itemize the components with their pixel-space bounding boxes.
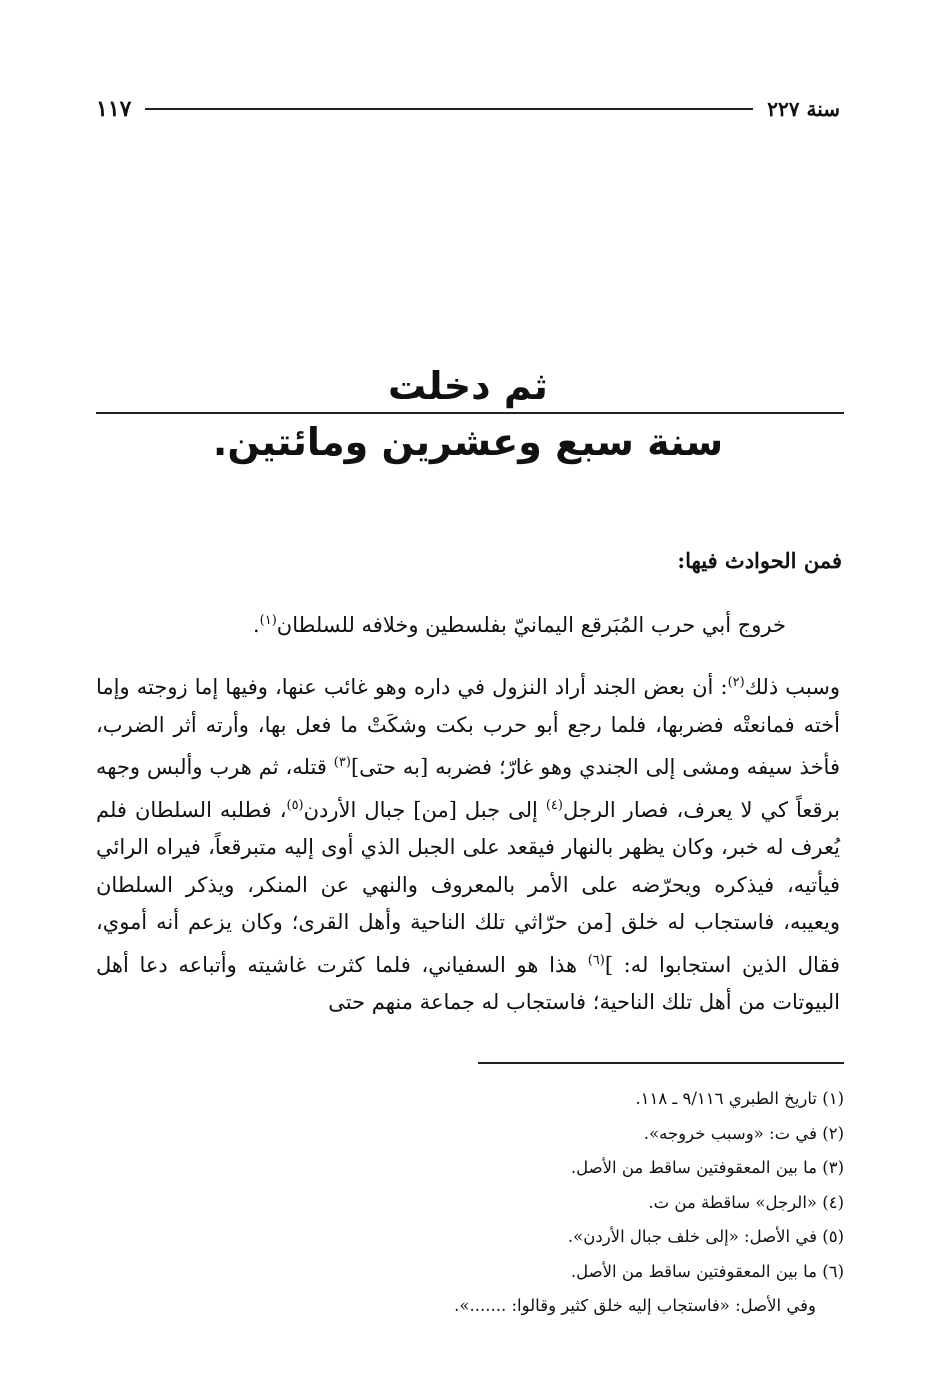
header-rule [145, 108, 753, 110]
paragraph-2-part6: هذا هو السفياني، فلما كثرت غاشيته وأتباعه دعا أهل البيوتات من أهل تلك الناحية؛ فاستجاب له جماعة منهم حتى [96, 952, 840, 1014]
footnote-2: (٢) في ت: «وسبب خروجه». [643, 1123, 844, 1143]
paragraph-2-part3: قتله، ثم هرب وألبس وجهه برقعاً كي لا يعرف، فصار الرجل [96, 755, 840, 822]
paragraph-1 [96, 604, 786, 642]
footnote-6: (٦) ما بين المعقوفتين ساقط من الأصل. [570, 1261, 844, 1281]
footnote-1: (١) تاريخ الطبري ٩/١١٦ ـ ١١٨. [635, 1089, 844, 1108]
footnote-ref-4: (٤) [545, 797, 563, 813]
footnotes [244, 1082, 844, 1324]
section-subheading: فمن الحوادث فيها: [677, 548, 842, 573]
chapter-title-line1: ثم دخلت [388, 364, 548, 408]
paragraph-2-part2: : أن بعض الجند أراد النزول في داره وهو غائب عنها، وفيها إما زوجته وإما أخته فمانعتْه فضربها، فلما رجع أبو حرب بكت وشكَتْ ما فعل بها، وأرته أثر الضرب، فأخذ سيفه ومشى إلى الجندي وهو غارّ؛ فضربه [به حتى] [96, 675, 840, 779]
footnote-separator [478, 1062, 844, 1064]
footnote-ref-1: (١) [259, 613, 277, 628]
footnote-4: (٤) «الرجل» ساقطة من ت. [648, 1192, 844, 1212]
footnote-6-continuation: وفي الأصل: «فاستجاب إليه خلق كثير وقالوا: .......». [454, 1296, 816, 1315]
footnote-ref-2: (٢) [727, 675, 745, 690]
footnote-5: (٥) في الأصل: «إلى خلف جبال الأردن». [567, 1227, 844, 1246]
paragraph-2-part1: وسبب ذلك [744, 675, 840, 699]
footnote-ref-3: (٣) [333, 755, 351, 770]
paragraph-1-text: خروج أبي حرب المُبَرقع اليمانيّ بفلسطين وخلافه للسلطان [276, 613, 786, 637]
paragraph-2-part4: إلى جبل [من] جبال الأردن [303, 797, 546, 822]
page-number: ١١٧ [96, 96, 132, 122]
chapter-title-rule [96, 412, 844, 414]
chapter-title-line2: سنة سبع وعشرين ومائتين. [212, 420, 724, 464]
footnote-3: (٣) ما بين المعقوفتين ساقط من الأصل. [570, 1158, 844, 1177]
header-year: سنة ٢٢٧ [767, 97, 840, 121]
footnote-ref-6: (٦) [587, 952, 605, 968]
paragraph-1-end: . [252, 613, 260, 637]
paragraph-2 [96, 664, 840, 1022]
running-header [96, 92, 840, 126]
paragraph-2-part5: ، فطلبه السلطان فلم يُعرف له خبر، وكان يظهر بالنهار فيقعد على الجبل الذي أوى إليه متبرقعاً، فيراه الرائي فيأتيه، فيذكره ويحرّضه على الأمر بالمعروف والنهي عن المنكر، ويذكر السلطان ويعيبه، فاستجاب له خلق [من حرّاثي تلك الناحية وأهل القرى؛ وكان يزعم أنه أموي، فقال الذين استجابوا له: ] [96, 797, 841, 977]
footnote-ref-5: (٥) [286, 797, 304, 813]
